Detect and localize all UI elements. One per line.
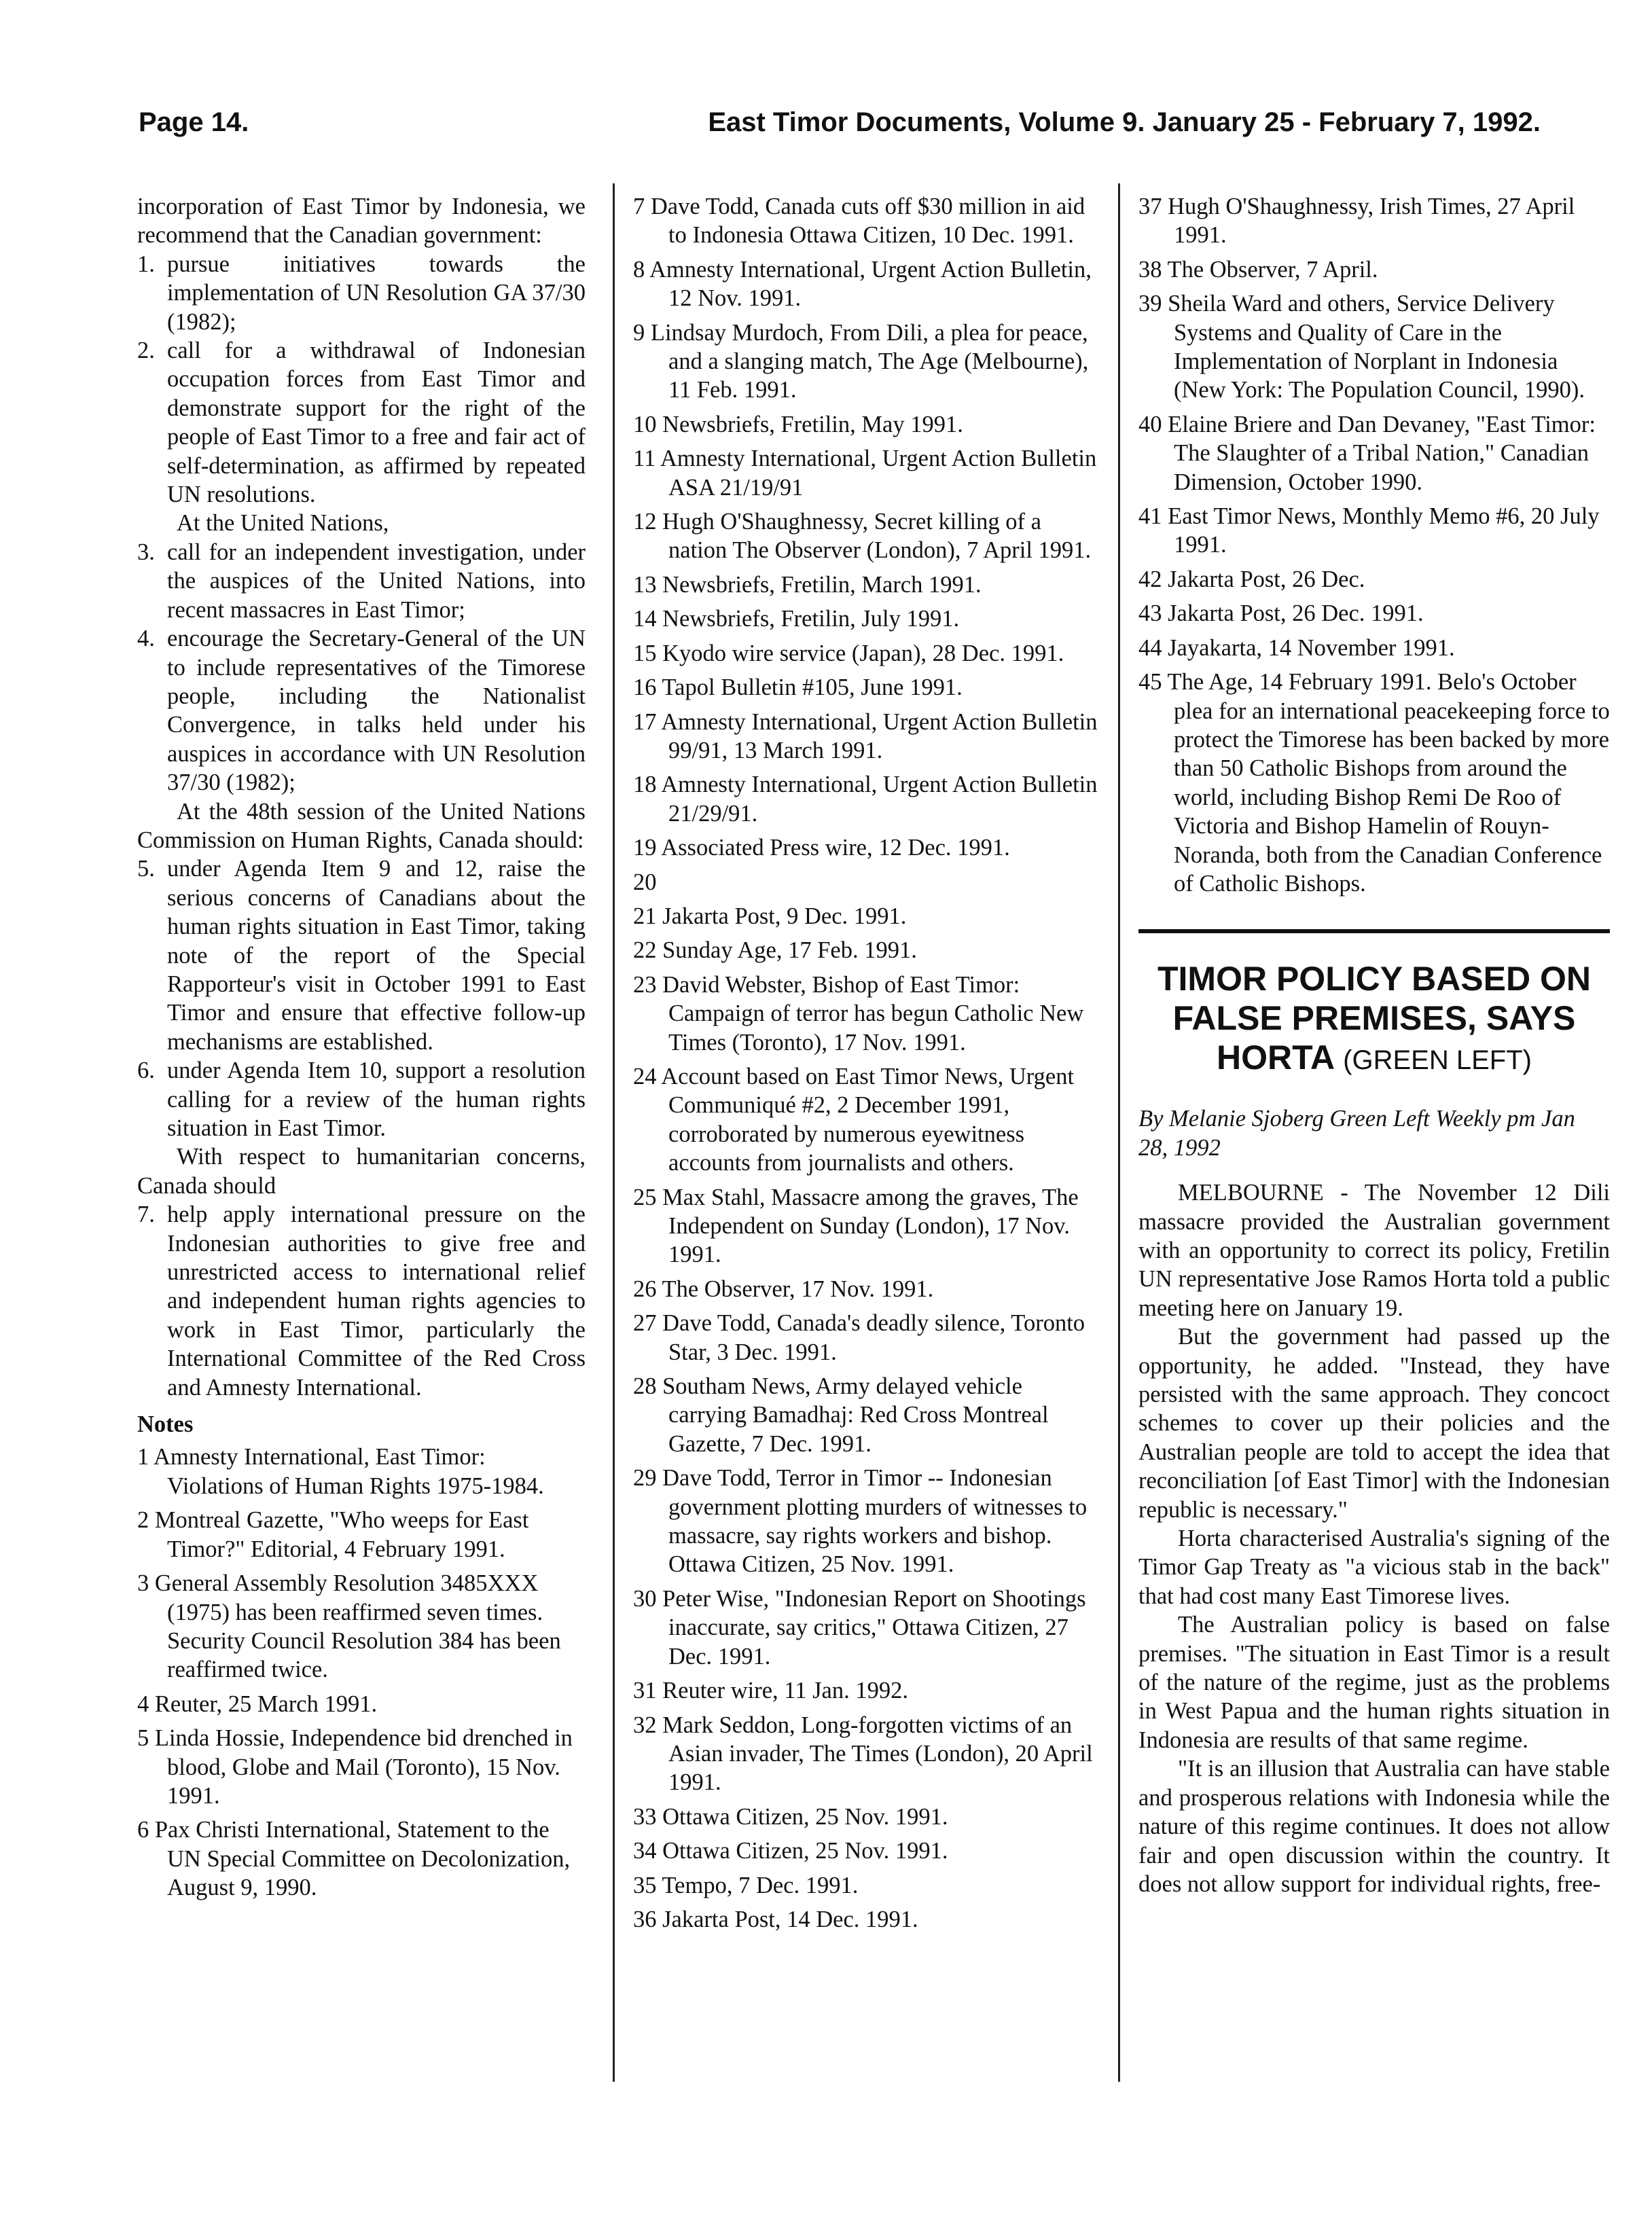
column-left	[137, 192, 586, 1908]
note-item: 41 East Timor News, Monthly Memo #6, 20 July 1991.	[1138, 503, 1600, 558]
note-item: 5 Linda Hossie, Independence bid drenched in blood, Globe and Mail (Toronto), 15 Nov. 1991.	[137, 1725, 573, 1809]
article-paragraph: The Australian policy is based on false premises. "The situation in East Timor is a result of the nature of the regime, just as the problems in West Papua and the human rights situation in Indonesia are results of that same regime.	[1138, 1612, 1610, 1753]
notes-list	[633, 192, 1102, 1934]
item-number: 6.	[137, 1058, 155, 1084]
note-item: 29 Dave Todd, Terror in Timor -- Indonesian government plotting murders of witnesses to massacre, say rights workers and bishop. Ottawa Citizen, 25 Nov. 1991.	[633, 1465, 1088, 1578]
note-item: 9 Lindsay Murdoch, From Dili, a plea for peace, and a slanging match, The Age (Melbourne), 11 Feb. 1991.	[633, 319, 1089, 403]
note-item: 26 The Observer, 17 Nov. 1991.	[633, 1276, 934, 1302]
recommendations-list	[137, 538, 586, 797]
article-divider	[1138, 929, 1610, 933]
note-item: 27 Dave Todd, Canada's deadly silence, Toronto Star, 3 Dec. 1991.	[633, 1310, 1085, 1365]
article-paragraph: But the government had passed up the opportunity, he added. "Instead, they have persisted with the same approach. They concoct schemes to cover up their policies and the Australian people are told to accept the idea that reconciliation [of East Timor] with the Indonesian republic is necessary."	[1138, 1324, 1610, 1523]
item-number: 5.	[137, 856, 155, 882]
recommendation-item	[137, 854, 586, 1056]
item-number: 1.	[137, 251, 155, 277]
notes-list	[1138, 192, 1610, 898]
column-middle	[633, 192, 1102, 1939]
note-item: 1 Amnesty International, East Timor: Violations of Human Rights 1975-1984.	[137, 1444, 544, 1499]
item-number: 4.	[137, 626, 155, 652]
item-text: under Agenda Item 10, support a resolution calling for a review of the human rights situation in East Timor.	[167, 1058, 586, 1141]
note-item: 31 Reuter wire, 11 Jan. 1992.	[633, 1678, 908, 1704]
note-item: 10 Newsbriefs, Fretilin, May 1991.	[633, 411, 963, 437]
article-paragraph: MELBOURNE - The November 12 Dili massacre provided the Australian government with an opportunity to correct its policy, Fretilin UN representative Jose Ramos Horta told a public meeting here on January 19.	[1138, 1180, 1610, 1321]
note-item: 30 Peter Wise, "Indonesian Report on Shootings inaccurate, say critics," Ottawa Citizen, 27 Dec. 1991.	[633, 1585, 1086, 1669]
item-number: 7.	[137, 1202, 155, 1228]
note-item: 39 Sheila Ward and others, Service Delivery Systems and Quality of Care in the Implementation of Norplant in Indonesia (New York: The Population Council, 1990).	[1138, 291, 1585, 403]
article-headline	[1138, 959, 1610, 1080]
subheading-humanitarian: With respect to humanitarian concerns, Canada should	[137, 1144, 586, 1199]
headline-source: (GREEN LEFT)	[1343, 1045, 1532, 1076]
note-item: 35 Tempo, 7 Dec. 1991.	[633, 1872, 859, 1898]
note-item: 25 Max Stahl, Massacre among the graves, The Independent on Sunday (London), 17 Nov. 1991.	[633, 1184, 1079, 1268]
recommendation-item	[137, 1056, 586, 1142]
note-item: 44 Jayakarta, 14 November 1991.	[1138, 634, 1455, 661]
recommendations-list	[137, 1200, 586, 1402]
article-paragraph: Horta characterised Australia's signing of the Timor Gap Treaty as "a vicious stab in the back" that had cost many East Timorese lives.	[1138, 1525, 1610, 1609]
recommendations-list	[137, 854, 586, 1142]
note-item: 24 Account based on East Timor News, Urgent Communiqué #2, 2 December 1991, corroborated by numerous eyewitness accounts from journalists and others.	[633, 1063, 1075, 1176]
note-item: 19 Associated Press wire, 12 Dec. 1991.	[633, 835, 1010, 861]
column-divider	[1118, 183, 1120, 2082]
note-item: 45 The Age, 14 February 1991. Belo's October plea for an international peacekeeping force to protect the Timorese has been backed by more than 50 Catholic Bishops from around the world, including Bishop Remi De Roo of Victoria and Bishop Hamelin of Rouyn-Noranda, both from the Canadian Conference of Catholic Bishops.	[1138, 669, 1610, 897]
item-text: under Agenda Item 9 and 12, raise the serious concerns of Canadians about the human rights situation in East Timor, taking note of the report of the Special Rapporteur's visit in October 1991 to East Timor and ensure that effective follow-up mechanisms are established.	[167, 856, 586, 1055]
note-item: 40 Elaine Briere and Dan Devaney, "East Timor: The Slaughter of a Tribal Nation," Canadian Dimension, October 1990.	[1138, 411, 1596, 495]
note-item: 15 Kyodo wire service (Japan), 28 Dec. 1991.	[633, 640, 1064, 666]
item-number: 3.	[137, 539, 155, 565]
note-item: 7 Dave Todd, Canada cuts off $30 million in aid to Indonesia Ottawa Citizen, 10 Dec. 1991.	[633, 194, 1085, 249]
recommendation-item	[137, 538, 586, 624]
note-item: 34 Ottawa Citizen, 25 Nov. 1991.	[633, 1838, 948, 1864]
page-number: Page 14.	[139, 107, 249, 137]
headline-main: TIMOR POLICY BASED ON FALSE PREMISES, SAYS HORTA	[1157, 960, 1591, 1077]
recommendation-item	[137, 624, 586, 797]
note-item: 12 Hugh O'Shaughnessy, Secret killing of a nation The Observer (London), 7 April 1991.	[633, 509, 1092, 564]
page-header	[139, 107, 1541, 148]
item-text: help apply international pressure on the Indonesian authorities to give free and unrestricted access to international relief and independent human rights agencies to work in East Timor, particularly the International Committee of the Red Cross and Amnesty International.	[167, 1202, 586, 1401]
recommendations-list	[137, 250, 586, 509]
note-item: 33 Ottawa Citizen, 25 Nov. 1991.	[633, 1803, 948, 1830]
note-item: 28 Southam News, Army delayed vehicle carrying Bamadhaj: Red Cross Montreal Gazette, 7 Dec. 1991.	[633, 1373, 1049, 1457]
note-item: 4 Reuter, 25 March 1991.	[137, 1691, 378, 1717]
recommendation-item	[137, 250, 586, 336]
note-item: 21 Jakarta Post, 9 Dec. 1991.	[633, 903, 907, 929]
subheading-48th-session: At the 48th session of the United Nations Commission on Human Rights, Canada should:	[137, 798, 586, 853]
item-text: encourage the Secretary-General of the UN to include representatives of the Timorese people, including the Nationalist Convergence, in talks held under his auspices in accordance with UN Resolution 37/30 (1982);	[167, 626, 586, 796]
recommendation-item	[137, 336, 586, 509]
note-item: 42 Jakarta Post, 26 Dec.	[1138, 566, 1365, 592]
note-item: 8 Amnesty International, Urgent Action Bulletin, 12 Nov. 1991.	[633, 256, 1092, 312]
recommendation-item	[137, 1200, 586, 1402]
note-item: 23 David Webster, Bishop of East Timor: Campaign of terror has begun Catholic New Times (Toronto), 17 Nov. 1991.	[633, 971, 1084, 1055]
note-item: 22 Sunday Age, 17 Feb. 1991.	[633, 937, 917, 964]
note-item: 3 General Assembly Resolution 3485XXX (1975) has been reaffirmed seven times. Security Council Resolution 384 has been reaffirmed twice.	[137, 1570, 561, 1683]
publication-title: East Timor Documents, Volume 9. January 25 - February 7, 1992.	[708, 107, 1541, 137]
recommendations-intro: incorporation of East Timor by Indonesia, we recommend that the Canadian government:	[137, 194, 586, 249]
item-text: pursue initiatives towards the implementation of UN Resolution GA 37/30 (1982);	[167, 251, 586, 335]
item-text: call for an independent investigation, under the auspices of the United Nations, into recent massacres in East Timor;	[167, 539, 586, 623]
note-item: 32 Mark Seddon, Long-forgotten victims of an Asian invader, The Times (London), 20 April 1991.	[633, 1712, 1093, 1796]
note-item: 36 Jakarta Post, 14 Dec. 1991.	[633, 1906, 918, 1932]
note-item: 13 Newsbriefs, Fretilin, March 1991.	[633, 571, 982, 598]
note-item: 17 Amnesty International, Urgent Action Bulletin 99/91, 13 March 1991.	[633, 708, 1098, 763]
note-item: 16 Tapol Bulletin #105, June 1991.	[633, 674, 963, 701]
item-text: call for a withdrawal of Indonesian occupation forces from East Timor and demonstrate support for the right of the people of East Timor to a free and fair act of self-determination, as affirmed by repeated UN resolutions.	[167, 338, 586, 508]
item-number: 2.	[137, 338, 155, 364]
note-item: 37 Hugh O'Shaughnessy, Irish Times, 27 April 1991.	[1138, 194, 1575, 249]
article-paragraph: "It is an illusion that Australia can have stable and prosperous relations with Indonesia while the nature of this regime continues. It does not allow fair and open discussion within the country. It does not allow support for individual rights, free-	[1138, 1756, 1610, 1897]
note-item: 43 Jakarta Post, 26 Dec. 1991.	[1138, 600, 1424, 627]
column-right	[1138, 192, 1610, 1898]
note-item: 18 Amnesty International, Urgent Action Bulletin 21/29/91.	[633, 772, 1098, 827]
notes-list	[137, 1443, 586, 1902]
notes-heading: Notes	[137, 1411, 194, 1438]
note-item: 14 Newsbriefs, Fretilin, July 1991.	[633, 606, 960, 632]
subheading-un: At the United Nations,	[177, 510, 389, 537]
column-divider	[613, 183, 615, 2082]
note-item: 6 Pax Christi International, Statement to the UN Special Committee on Decolonization, August 9, 1990.	[137, 1817, 571, 1901]
note-item: 2 Montreal Gazette, "Who weeps for East Timor?" Editorial, 4 February 1991.	[137, 1507, 529, 1562]
article-byline: By Melanie Sjoberg Green Left Weekly pm Jan 28, 1992	[1138, 1106, 1575, 1161]
note-item: 20	[633, 869, 657, 895]
note-item: 11 Amnesty International, Urgent Action Bulletin ASA 21/19/91	[633, 446, 1097, 501]
note-item: 38 The Observer, 7 April.	[1138, 256, 1378, 283]
